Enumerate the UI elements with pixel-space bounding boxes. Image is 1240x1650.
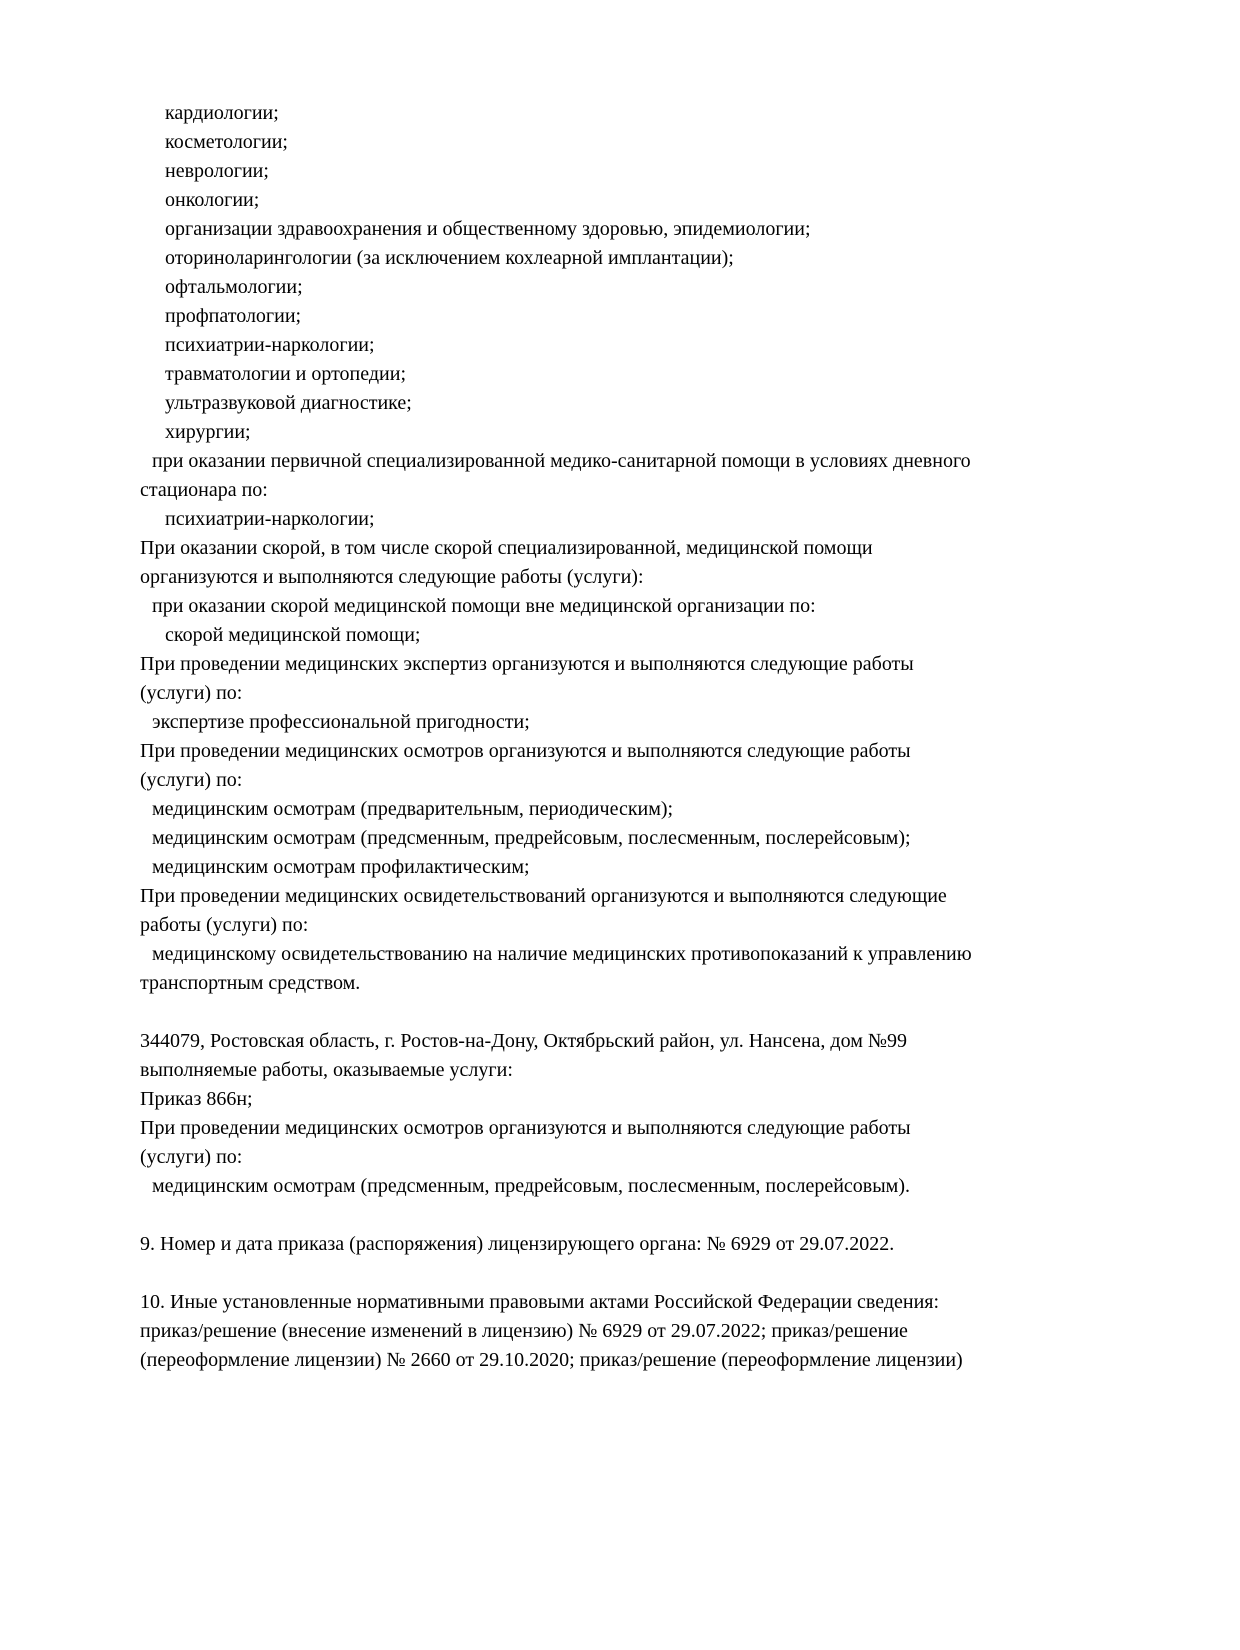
document-line: медицинским осмотрам профилактическим;: [152, 856, 530, 878]
document-line: косметологии;: [165, 131, 288, 153]
document-line: ультразвуковой диагностике;: [165, 392, 412, 414]
document-line: офтальмологии;: [165, 276, 303, 298]
document-text-block: [140, 99, 1200, 1375]
blank-line: [140, 1201, 1200, 1230]
document-line: приказ/решение (внесение изменений в лицензию) № 6929 от 29.07.2022; приказ/решение: [140, 1320, 908, 1342]
document-line: При проведении медицинских осмотров организуются и выполняются следующие работы: [140, 1117, 911, 1139]
document-line: При проведении медицинских освидетельствований организуются и выполняются следующие: [140, 885, 947, 907]
document-line: (услуги) по:: [140, 769, 243, 791]
document-line: (услуги) по:: [140, 1146, 243, 1168]
document-line: стационара по:: [140, 479, 268, 501]
document-line: организации здравоохранения и общественному здоровью, эпидемиологии;: [165, 218, 811, 240]
document-line: экспертизе профессиональной пригодности;: [152, 711, 530, 733]
document-line: работы (услуги) по:: [140, 914, 309, 936]
document-line: 10. Иные установленные нормативными правовыми актами Российской Федерации сведения:: [140, 1291, 940, 1313]
document-line: медицинским осмотрам (предсменным, предрейсовым, послесменным, послерейсовым);: [152, 827, 911, 849]
document-line: выполняемые работы, оказываемые услуги:: [140, 1059, 513, 1081]
document-line: психиатрии-наркологии;: [165, 334, 375, 356]
document-line: при оказании скорой медицинской помощи вне медицинской организации по:: [152, 595, 816, 617]
document-line: При проведении медицинских экспертиз организуются и выполняются следующие работы: [140, 653, 914, 675]
document-line: (услуги) по:: [140, 682, 243, 704]
document-line: оториноларингологии (за исключением кохлеарной имплантации);: [165, 247, 734, 269]
document-line: медицинским осмотрам (предсменным, предрейсовым, послесменным, послерейсовым).: [152, 1175, 910, 1197]
blank-line: [140, 1259, 1200, 1288]
document-line: психиатрии-наркологии;: [165, 508, 375, 530]
document-line: медицинскому освидетельствованию на наличие медицинских противопоказаний к управлению: [152, 943, 972, 965]
document-line: Приказ 866н;: [140, 1088, 253, 1110]
document-line: хирургии;: [165, 421, 251, 443]
document-line: (переоформление лицензии) № 2660 от 29.10.2020; приказ/решение (переоформление лицензии): [140, 1349, 963, 1371]
document-line: неврологии;: [165, 160, 269, 182]
document-line: онкологии;: [165, 189, 260, 211]
document-line: при оказании первичной специализированной медико-санитарной помощи в условиях дневного: [152, 450, 971, 472]
document-line: При проведении медицинских осмотров организуются и выполняются следующие работы: [140, 740, 911, 762]
document-line: кардиологии;: [165, 102, 279, 124]
document-line: скорой медицинской помощи;: [165, 624, 421, 646]
document-line: травматологии и ортопедии;: [165, 363, 407, 385]
blank-line: [140, 998, 1200, 1027]
document-line: транспортным средством.: [140, 972, 361, 994]
document-line: 344079, Ростовская область, г. Ростов-на-Дону, Октябрьский район, ул. Нансена, дом №99: [140, 1030, 907, 1052]
document-line: профпатологии;: [165, 305, 302, 327]
document-line: медицинским осмотрам (предварительным, периодическим);: [152, 798, 674, 820]
document-line: 9. Номер и дата приказа (распоряжения) лицензирующего органа: № 6929 от 29.07.2022.: [140, 1233, 895, 1255]
document-line: При оказании скорой, в том числе скорой специализированной, медицинской помощи: [140, 537, 873, 559]
document-line: организуются и выполняются следующие работы (услуги):: [140, 566, 644, 588]
